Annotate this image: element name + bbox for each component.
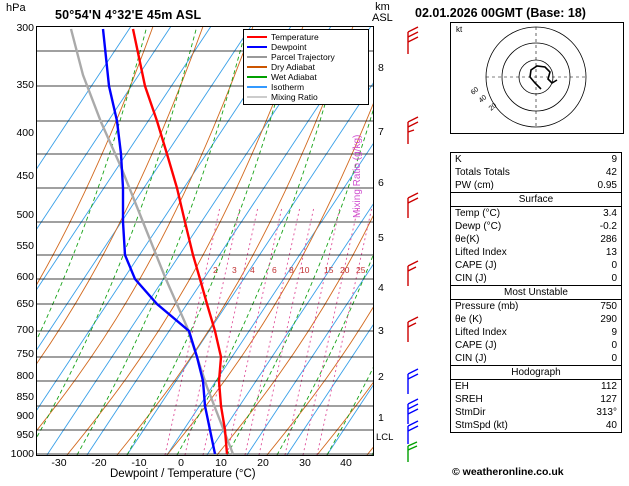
hodograph-svg [451, 23, 621, 131]
mixing-ratio-value-25: 25 [356, 265, 366, 275]
km-tick-5: 5 [378, 232, 384, 244]
km-tick-2: 2 [378, 371, 384, 383]
table-row-stmspd [451, 419, 621, 432]
row-value: 112 [601, 381, 617, 392]
legend-swatch-dewpoint [247, 46, 267, 48]
ytick-700: 700 [16, 324, 34, 336]
legend-item-dewpoint [247, 42, 365, 52]
mixing-ratio-value-20: 20 [340, 265, 350, 275]
forecast-datetime-title: 02.01.2026 00GMT (Base: 18) [415, 6, 586, 20]
km-tick-8: 8 [378, 62, 384, 74]
hodograph-ring-label-40: 40 [477, 94, 489, 105]
ytick-1000: 1000 [10, 448, 34, 460]
table-row-cape-mu [451, 339, 621, 352]
legend-item-mixing-ratio [247, 92, 365, 102]
row-value: 0 [611, 260, 617, 271]
row-key: Lifted Index [455, 247, 507, 258]
ytick-850: 850 [16, 391, 34, 403]
hodograph-ring-label-60: 60 [469, 86, 481, 97]
table-row-theta-e-mu [451, 313, 621, 326]
wind-barb-column [396, 26, 430, 462]
temperature-line [133, 29, 227, 454]
xtick--20: -20 [91, 457, 107, 469]
row-value: 286 [600, 234, 617, 245]
row-value: 3.4 [603, 208, 617, 219]
legend-item-wet-adiabat [247, 72, 365, 82]
ytick-550: 550 [16, 240, 34, 252]
xtick-30: 30 [299, 457, 311, 469]
mixing-ratio-value-4: 4 [250, 265, 255, 275]
legend-item-isotherm [247, 82, 365, 92]
ytick-600: 600 [16, 271, 34, 283]
row-value: 42 [605, 167, 617, 178]
ytick-400: 400 [16, 127, 34, 139]
table-row-k [451, 153, 621, 166]
legend-label-dewpoint: Dewpoint [271, 42, 307, 52]
legend-swatch-temperature [247, 36, 267, 38]
legend-swatch-wet-adiabat [247, 76, 267, 78]
table-row-pressure-mu [451, 300, 621, 313]
section-header-surface: Surface [451, 192, 621, 207]
km-tick-7: 7 [378, 126, 384, 138]
table-row-sreh [451, 393, 621, 406]
dewpoint-line [103, 29, 215, 454]
ytick-650: 650 [16, 298, 34, 310]
table-row-theta-e-surface [451, 233, 621, 246]
table-row-totals-totals [451, 166, 621, 179]
row-key: CAPE (J) [455, 340, 497, 351]
ytick-350: 350 [16, 79, 34, 91]
row-value: 40 [605, 420, 617, 431]
legend-swatch-isotherm [247, 86, 267, 88]
hodograph-panel [450, 22, 624, 134]
km-tick-6: 6 [378, 177, 384, 189]
row-value: -0.2 [599, 221, 617, 232]
row-key: CIN (J) [455, 273, 487, 284]
table-row-lifted-index-mu [451, 326, 621, 339]
pressure-axis-label: hPa [6, 2, 26, 14]
row-key: Pressure (mb) [455, 301, 519, 312]
row-value: 750 [600, 301, 617, 312]
row-value: 9 [611, 327, 617, 338]
row-key: Lifted Index [455, 327, 507, 338]
page-title: 50°54'N 4°32'E 45m ASL [55, 8, 202, 22]
xtick-0: 0 [178, 457, 184, 469]
row-key: CAPE (J) [455, 260, 497, 271]
row-key: θe (K) [455, 314, 483, 325]
mixing-ratio-value-3: 3 [232, 265, 237, 275]
row-key: K [455, 154, 462, 165]
hodograph-unit-label: kt [456, 25, 463, 34]
row-value: 313° [596, 407, 617, 418]
mixing-ratio-value-8: 8 [289, 265, 294, 275]
km-tick-4: 4 [378, 282, 384, 294]
row-key: Dewp (°C) [455, 221, 502, 232]
table-row-cape-surface [451, 259, 621, 272]
table-row-pw [451, 179, 621, 192]
legend-label-dry-adiabat: Dry Adiabat [271, 62, 315, 72]
ytick-900: 900 [16, 410, 34, 422]
row-value: 0 [611, 353, 617, 364]
xtick-40: 40 [340, 457, 352, 469]
row-key: StmSpd (kt) [455, 420, 508, 431]
x-axis-title: Dewpoint / Temperature (°C) [110, 468, 256, 480]
legend-label-mixing-ratio: Mixing Ratio [271, 92, 318, 102]
altitude-axis-label: km ASL [372, 1, 393, 24]
km-tick-3: 3 [378, 325, 384, 337]
table-row-stmdir [451, 406, 621, 419]
section-header-hodograph: Hodograph [451, 365, 621, 380]
row-value: 127 [600, 394, 617, 405]
legend-label-wet-adiabat: Wet Adiabat [271, 72, 317, 82]
table-row-temp [451, 207, 621, 220]
table-row-cin-surface [451, 272, 621, 285]
mixing-ratio-value-6: 6 [272, 265, 277, 275]
row-value: 0.95 [597, 180, 617, 191]
km-tick-1: 1 [378, 412, 384, 424]
xtick-10: 10 [215, 457, 227, 469]
xtick-20: 20 [257, 457, 269, 469]
table-row-lifted-index-surface [451, 246, 621, 259]
ytick-450: 450 [16, 170, 34, 182]
ytick-750: 750 [16, 348, 34, 360]
legend-swatch-dry-adiabat [247, 66, 267, 68]
section-header-most-unstable: Most Unstable [451, 285, 621, 300]
row-value: 13 [605, 247, 617, 258]
legend-swatch-mixing-ratio [247, 96, 267, 98]
legend-item-parcel [247, 52, 365, 62]
row-key: θe(K) [455, 234, 480, 245]
indices-table [450, 152, 622, 433]
ytick-950: 950 [16, 429, 34, 441]
row-key: SREH [455, 394, 483, 405]
lcl-label: LCL [376, 432, 394, 443]
row-key: Totals Totals [455, 167, 510, 178]
mixing-ratio-axis-label: Mixing Ratio (g/kg) [352, 134, 363, 218]
table-row-cin-mu [451, 352, 621, 365]
ytick-300: 300 [16, 22, 34, 34]
ytick-500: 500 [16, 209, 34, 221]
table-row-eh [451, 380, 621, 393]
row-key: Temp (°C) [455, 208, 501, 219]
legend-label-parcel: Parcel Trajectory [271, 52, 335, 62]
row-value: 0 [611, 340, 617, 351]
legend-label-temperature: Temperature [271, 32, 319, 42]
row-value: 9 [611, 154, 617, 165]
copyright-credit: © weatheronline.co.uk [452, 466, 564, 478]
ytick-800: 800 [16, 370, 34, 382]
row-value: 0 [611, 273, 617, 284]
legend-item-temperature [247, 32, 365, 42]
chart-legend [243, 29, 369, 105]
mixing-ratio-value-2: 2 [213, 265, 218, 275]
mixing-ratio-value-15: 15 [324, 265, 334, 275]
row-key: StmDir [455, 407, 486, 418]
row-key: PW (cm) [455, 180, 494, 191]
xtick--30: -30 [51, 457, 67, 469]
row-key: EH [455, 381, 469, 392]
table-row-dewp [451, 220, 621, 233]
legend-swatch-parcel [247, 56, 267, 58]
row-key: CIN (J) [455, 353, 487, 364]
mixing-ratio-value-10: 10 [300, 265, 310, 275]
hodograph-ring-label-20: 20 [487, 102, 499, 113]
row-value: 290 [600, 314, 617, 325]
xtick--10: -10 [131, 457, 147, 469]
legend-item-dry-adiabat [247, 62, 365, 72]
parcel-trajectory-line [71, 29, 233, 454]
legend-label-isotherm: Isotherm [271, 82, 305, 92]
